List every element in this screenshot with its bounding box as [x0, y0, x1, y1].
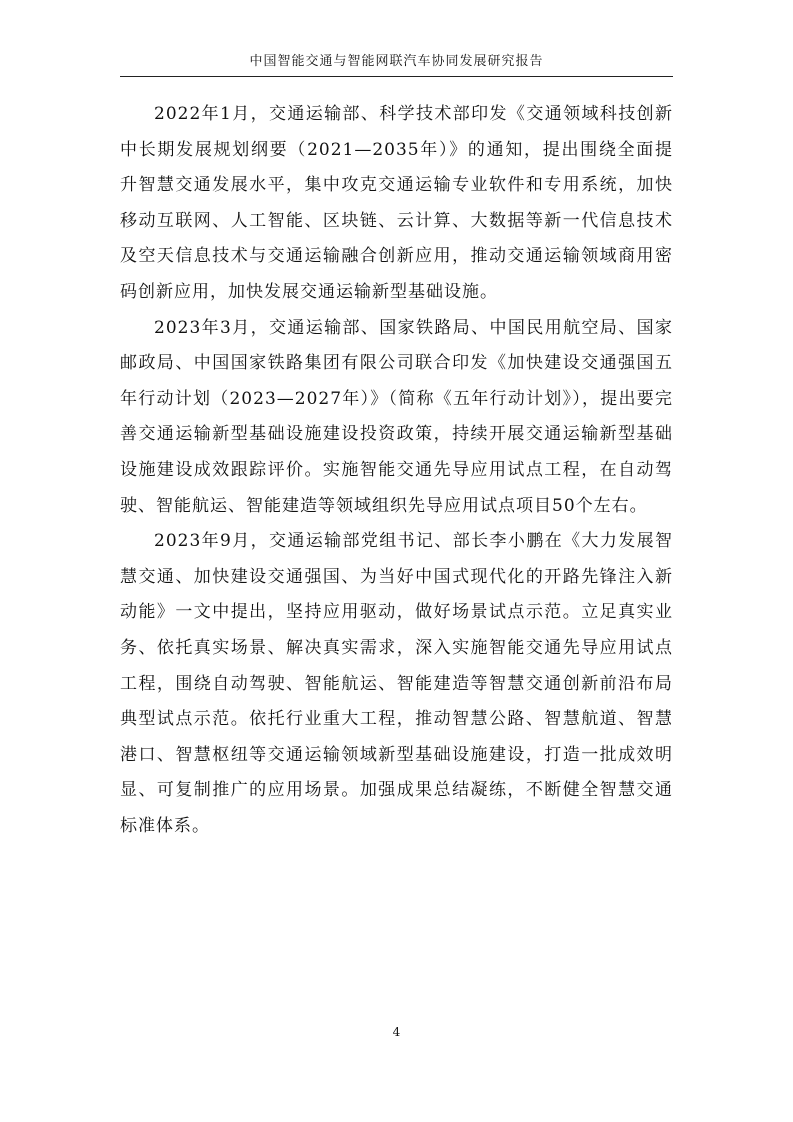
page-number: 4 [392, 1025, 401, 1039]
page-header [120, 52, 673, 77]
document-body [120, 97, 673, 844]
report-title: 中国智能交通与智能网联汽车协同发展研究报告 [249, 54, 544, 69]
paragraph-2022-plan: 2022年1月，交通运输部、科学技术部印发《交通领域科技创新中长期发展规划纲要（2021—2035年）》的通知，提出围绕全面提升智慧交通发展水平，集中攻克交通运输专业软件和专用系统，加快移动互联网、人工智能、区块链、云计算、大数据等新一代信息技术及空天信息技术与交通运输融合创新应用，推动交通运输领域商用密码创新应用，加快发展交通运输新型基础设施。 [120, 104, 673, 302]
paragraph-2023-speech: 2023年9月，交通运输部党组书记、部长李小鹏在《大力发展智慧交通、加快建设交通强国、为当好中国式现代化的开路先锋注入新动能》一文中提出，坚持应用驱动，做好场景试点示范。立足真实业务、依托真实场景、解决真实需求，深入实施智能交通先导应用试点工程，围绕自动驾驶、智能航运、智能建造等智慧交通创新前沿布局典型试点示范。依托行业重大工程，推动智慧公路、智慧航道、智慧港口、智慧枢纽等交通运输领域新型基础设施建设，打造一批成效明显、可复制推广的应用场景。加强成果总结凝练，不断健全智慧交通标准体系。 [120, 531, 673, 836]
paragraph-2023-five-year-plan: 2023年3月，交通运输部、国家铁路局、中国民用航空局、国家邮政局、中国国家铁路集团有限公司联合印发《加快建设交通强国五年行动计划（2023—2027年）》（简称《五年行动计划》），提出要完善交通运输新型基础设施建设投资政策，持续开展交通运输新型基础设施建设成效跟踪评价。实施智能交通先导应用试点工程，在自动驾驶、智能航运、智能建造等领域组织先导应用试点项目50个左右。 [120, 317, 673, 516]
